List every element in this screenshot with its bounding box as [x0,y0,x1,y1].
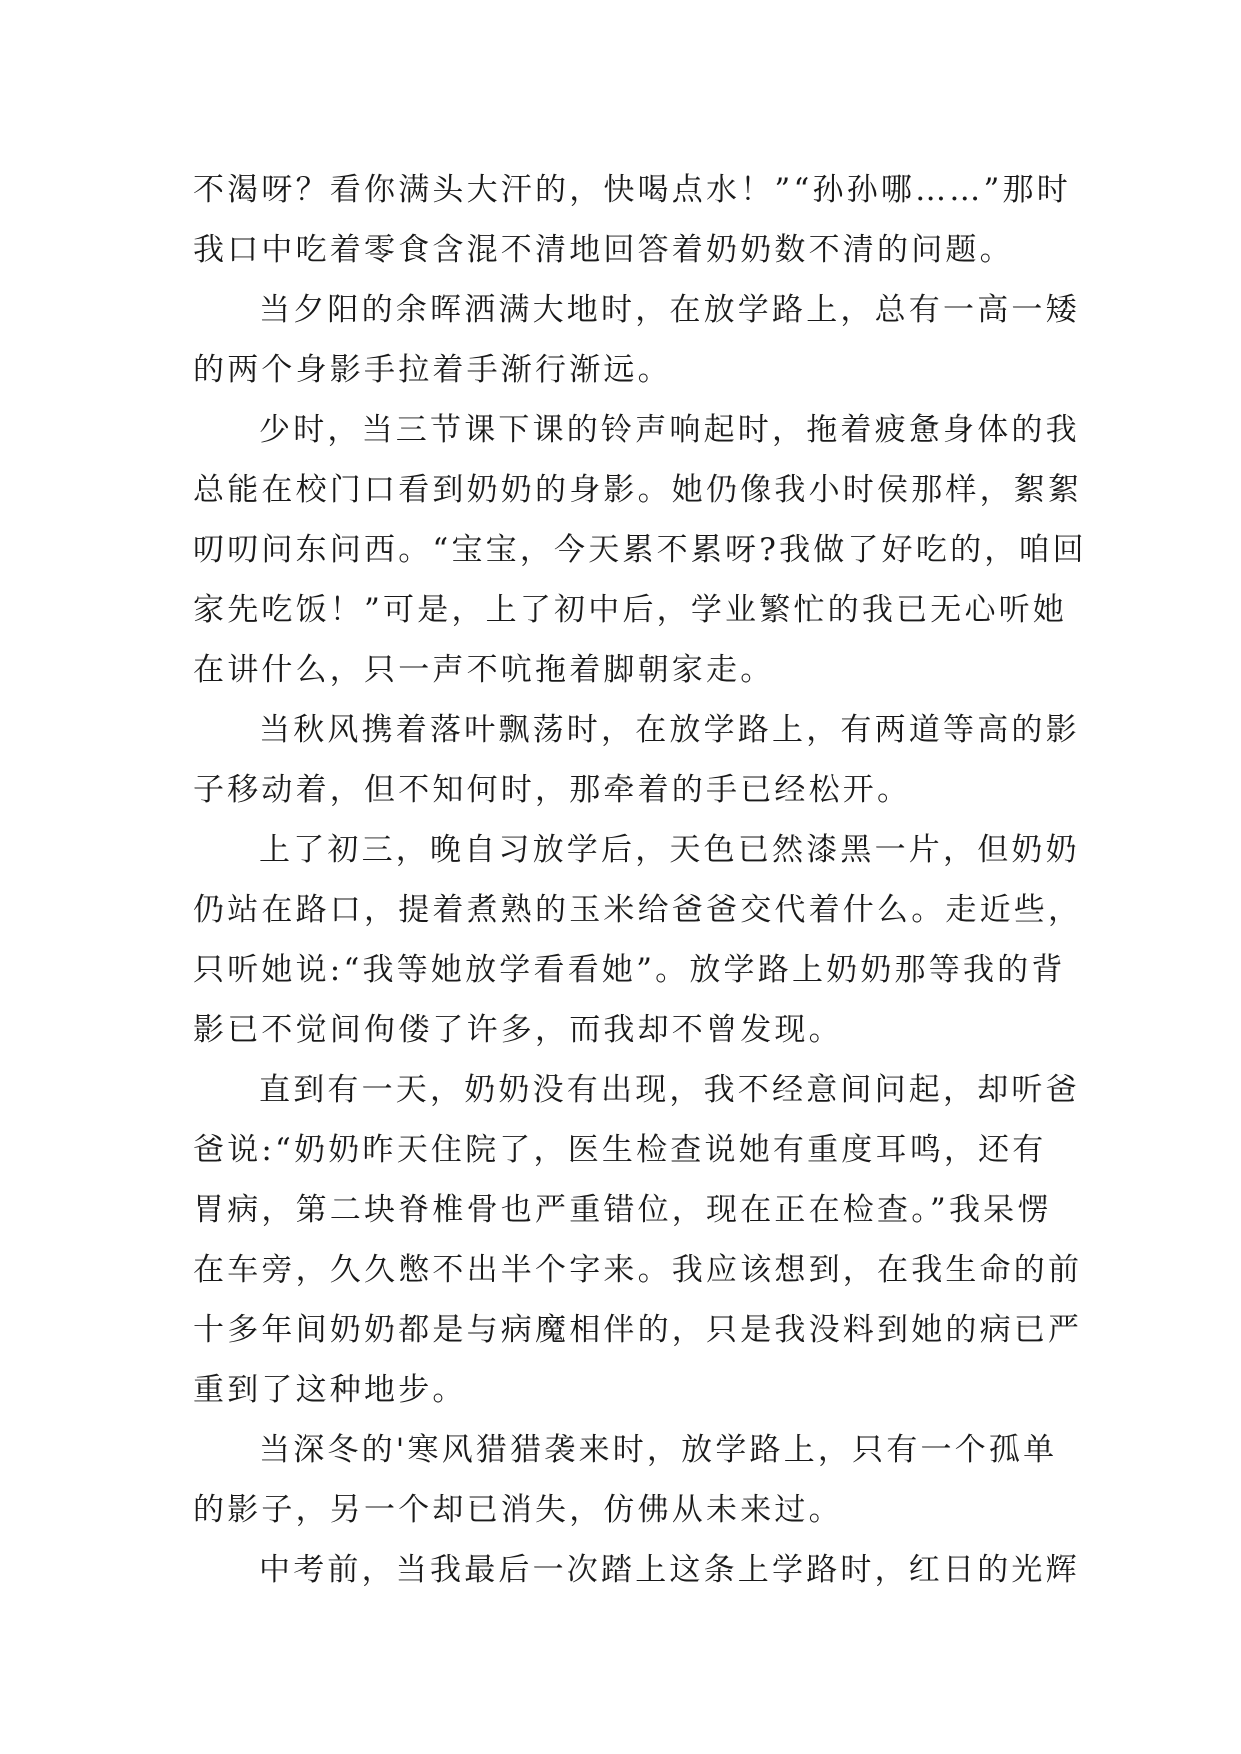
text-line: 的影子，另一个却已消失，仿佛从未来过。 [193,1492,843,1528]
text-line: 当深冬的'寒风猎猎袭来时，放学路上，只有一个孤单 [259,1432,1058,1468]
body-text [193,160,1087,1600]
text-line: 叨叨问东问西。“宝宝，今天累不累呀?我做了好吃的，咱回 [193,532,1087,568]
text-line: 只听她说:“我等她放学看看她”。放学路上奶奶那等我的背 [193,952,1066,988]
text-line: 在讲什么，只一声不吭拖着脚朝家走。 [193,652,775,688]
text-line: 家先吃饭！”可是，上了初中后，学业繁忙的我已无心听她 [193,592,1068,628]
text-line: 子移动着，但不知何时，那牵着的手已经松开。 [193,772,912,808]
text-line: 我口中吃着零食含混不清地回答着奶奶数不清的问题。 [193,232,1014,268]
text-line: 胃病，第二块脊椎骨也严重错位，现在正在检查。”我呆愣 [193,1192,1052,1228]
text-line: 影已不觉间佝偻了许多，而我却不曾发现。 [193,1012,843,1048]
text-line: 中考前，当我最后一次踏上这条上学路时，红日的光辉 [259,1552,1080,1588]
text-line: 上了初三，晚自习放学后，天色已然漆黑一片，但奶奶 [259,832,1080,868]
text-line: 的两个身影手拉着手渐行渐远。 [193,352,672,388]
text-line: 直到有一天，奶奶没有出现，我不经意间问起，却听爸 [259,1072,1080,1108]
text-line: 在车旁，久久憋不出半个字来。我应该想到，在我生命的前 [193,1252,1083,1288]
text-line: 十多年间奶奶都是与病魔相伴的，只是我没料到她的病已严 [193,1312,1083,1348]
text-line: 爸说:“奶奶昨天住院了，医生检查说她有重度耳鸣，还有 [193,1132,1047,1168]
text-line: 总能在校门口看到奶奶的身影。她仍像我小时侯那样，絮絮 [193,472,1083,508]
text-line: 当秋风携着落叶飘荡时，在放学路上，有两道等高的影 [259,712,1080,748]
text-line: 当夕阳的余晖洒满大地时，在放学路上，总有一高一矮 [259,292,1080,328]
text-line: 不渴呀？看你满头大汗的，快喝点水！”“孙孙哪……”那时 [193,172,1071,208]
text-line: 少时，当三节课下课的铃声响起时，拖着疲惫身体的我 [259,412,1080,448]
text-line: 重到了这种地步。 [193,1372,467,1408]
text-line: 仍站在路口，提着煮熟的玉米给爸爸交代着什么。走近些， [193,892,1083,928]
